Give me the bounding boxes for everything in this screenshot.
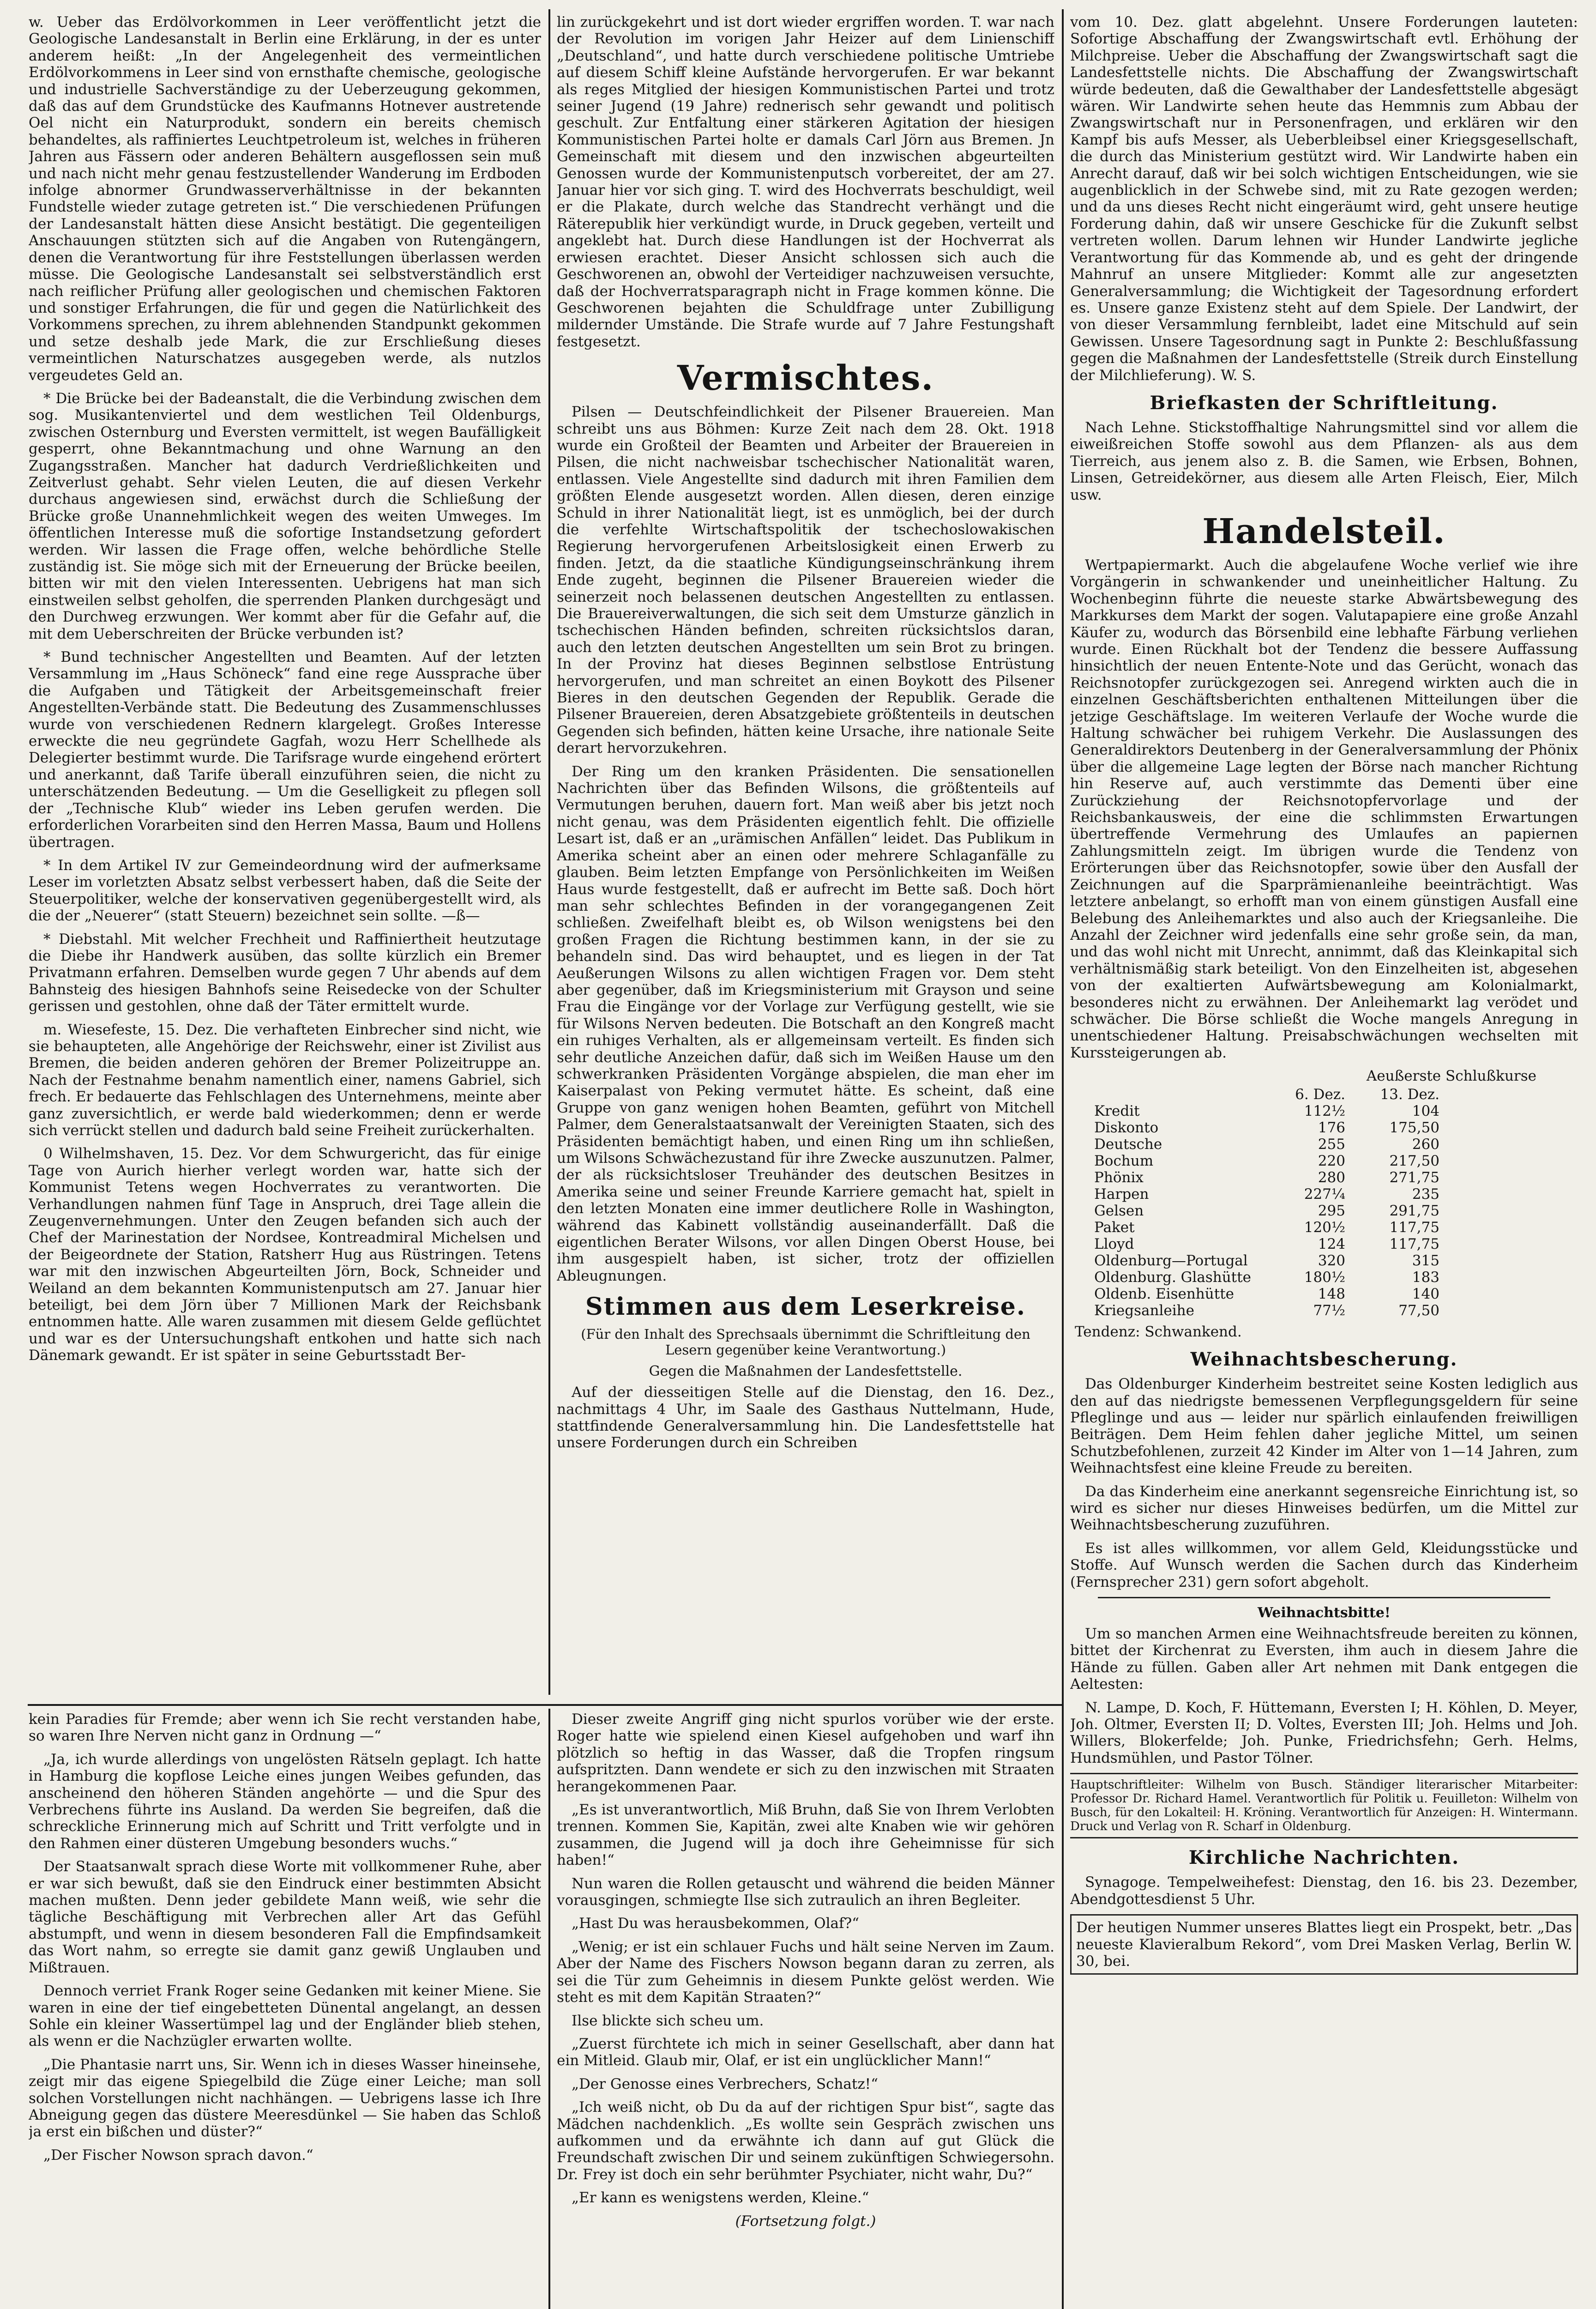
kurs-row [1089,1286,1445,1302]
divider [1098,1597,1550,1598]
weihnachtsbescherung-text-2: Da das Kinderheim eine anerkannt segensreiche Einrichtung ist, so wird es sicher nur dieses Hinweises bedürfen, um die Mittel zur Weihnachtsbescherung zuzuführen. [1070,1483,1578,1534]
article-bruecke: * Die Brücke bei der Badeanstalt, die die Verbindung zwischen dem sog. Musikantenviertel und dem westlichen Teil Oldenburgs, zwischen Osternburg und Eversten vermittelt, ist wegen Baufälligkeit gesperrt, ohne Bekanntmachung und ohne Warnung an den Zugangsstraßen. Mancher hat dadurch Verdrießlichkeiten und Zeitverlust gehabt. Sehr vielen Leuten, die auf diesen Verkehr durchaus angewiesen sind, erwächst durch die Schließung der Brücke große Unannehmlichkeit wegen des weiten Umweges. Im öffentlichen Interesse muß die sofortige Instandsetzung gefordert werden. Wir lassen die Frage offen, welche behördliche Stelle zuständig ist. Sie möge sich mit der Erneuerung der Brücke beeilen, bitten wir mit den vielen Interessenten. Uebrigens hat man sich einstweilen selbst geholfen, die sperrenden Planken durchgesägt und den Durchweg erzwungen. Wer kommt aber für die Gefahr auf, die mit dem Ueberschreiten der Brücke verbunden ist? [29,390,541,642]
article-einbrecher: m. Wiesefeste, 15. Dez. Die verhafteten Einbrecher sind nicht, wie sie behaupteten, alle Angehörige der Reichswehr, einer ist Zivilist aus Bremen, die beiden anderen gehören der Bremer Polizeitruppe an. Nach der Festnahme benahm namentlich einer, namens Gabriel, sich frech. Er bedauerte das Fehlschlagen des Unternehmens, meinte aber ganz zuversichtlich, er werde bald wiederkommen; denn er werde sich verrückt stellen und dadurch bald seine Freiheit zurückerhalten. [29,1021,541,1139]
kurs-name: Diskonto [1094,1119,1159,1136]
kurs-row [1089,1186,1445,1203]
article-landesfettstelle: Auf der diesseitigen Stelle auf die Dienstag, den 16. Dez., nachmittags 4 Uhr, im Saale des Gasthaus Nuttelmann, Hude, stattfindende Generalversammlung hin. Die Landesfettstelle hat unsere Forderungen durch ein Schreiben [557,1384,1054,1451]
kurs-row [1089,1219,1445,1236]
novel-paragraph: Der Staatsanwalt sprach diese Worte mit vollkommener Ruhe, aber er war sich bewußt, daß sie den Eindruck einer bestimmten Absicht machen mußten. Denn jeder gebildete Mann weiß, wie sehr die tägliche Beschäftigung mit Verbrechen aller Art das Gefühl abstumpft, und wenn in diesem besonderen Fall die Empfindsamkeit das Wort nahm, so erregte sie damit ganz gewiß Unglauben und Mißtrauen. [29,1858,541,1976]
novel-paragraph: „Hast Du was herausbekommen, Olaf?“ [572,1915,859,1932]
kurs-value-dez6: 280 [1318,1169,1345,1186]
section-title-kirchliche: Kirchliche Nachrichten. [1188,1847,1460,1869]
article-erdoel: w. Ueber das Erdölvorkommen in Leer veröffentlicht jetzt die Geologische Landesanstalt in Berlin eine Erklärung, in der es unter anderem heißt: „In der Angelegenheit des vermeintlichen Erdölvorkommens in Leer sind von ernsthafte chemische, geologische und industrielle Sachverständige zu der Ueberzeugung gekommen, daß das auf dem Grundstücke des Kaufmanns Hotnever austretende Oel nicht ein Naturprodukt, sondern ein bereits chemisch behandeltes, als raffiniertes Leuchtpetroleum ist, welches in früheren Jahren aus Fässern oder anderen Behältern ausgeflossen sein muß und nach nicht mehr genau festzustellender Wanderung im Erdboden infolge abnormer Grundwasserverhältnisse in der bekannten Fundstelle wieder zutage getreten ist.“ Die verschiedenen Prüfungen der Landesanstalt hätten diese Ansicht bestätigt. Die gegenteiligen Anschauungen stützten sich auf die Angaben von Rutengängern, denen die Verantwortung für ihre Feststellungen überlassen werden müsse. Die Geologische Landesanstalt sei selbstverständlich erst nach reiflicher Prüfung aller geologischen und chemischen Faktoren und sonstiger Erfahrungen, die für und gegen die Natürlichkeit des Vorkommens sprechen, zu ihrem ablehnenden Standpunkt gekommen und setze deshalb jede Mark, die zur Erschließung dieses vermeintlichen Naturschatzes ausgegeben werde, als nutzlos vergeudetes Geld an. [29,14,541,384]
novel-column-divider [548,1709,550,2309]
kurs-value-dez6: 255 [1318,1136,1345,1153]
novel-paragraph: Ilse blickte sich scheu um. [572,2012,764,2029]
novel-paragraph: „Ich weiß nicht, ob Du da auf der richtigen Spur bist“, sagte das Mädchen nachdenklich. „Es wollte sein Gespräch zwischen uns aufkommen und da erwähnte ich dann auf gut Glück die Freundschaft zwischen Dir und seinem zukünftigen Schwiegersohn. Dr. Frey ist doch ein sehr berühmter Psychiater, nicht wahr, Du?“ [557,2099,1054,2183]
column-3 [1070,14,1578,2309]
kurs-row [1089,1203,1445,1219]
novel-paragraph: „Wenig; er ist ein schlauer Fuchs und hält seine Nerven im Zaum. Aber der Name des Fischers Nowson begann daran zu zerren, als sei die Tür zum Geheimnis in diesem Punkte gelöst werden. Wie steht es mit dem Kapitän Straaten?“ [557,1938,1054,2006]
stimmen-subtitle: Gegen die Maßnahmen der Landesfettstelle. [649,1363,963,1380]
kurs-value-dez13: 175,50 [1389,1119,1439,1136]
weihnachtsbescherung-text-3: Es ist alles willkommen, vor allem Geld, Kleidungsstücke und Stoffe. Auf Wunsch werden die Sachen durch das Kinderheim (Fernsprecher 231) gern sofort abgeholt. [1070,1540,1578,1590]
novel-left [29,1711,541,2309]
kurs-row [1089,1236,1445,1252]
kurs-value-dez6: 176 [1318,1119,1345,1136]
kurs-date-2: 13. Dez. [1380,1086,1439,1103]
weihnachtsbitte-title: Weihnachtsbitte! [1258,1605,1391,1621]
kurs-date-1: 6. Dez. [1295,1086,1345,1103]
beilage-notice [1070,1914,1578,1975]
kurs-row [1089,1103,1445,1119]
novel-paragraph: „Ja, ich wurde allerdings von ungelösten Rätseln geplagt. Ich hatte in Hamburg die kopflose Leiche eines jungen Weibes gefunden, das anscheinend den höheren Ständen angehörte — und die Spur des Verbrechens führte ins Ausland. Da werden Sie begreifen, daß die schreckliche Erinnerung mich auf Schritt und Tritt verfolgte und in den Rahmen einer düsteren Umgebung besonders wuchs.“ [29,1751,541,1852]
kurs-name: Harpen [1094,1186,1149,1203]
section-title-briefkasten: Briefkasten der Schriftleitung. [1150,392,1499,414]
kurs-value-dez6: 77½ [1313,1302,1345,1319]
novel-paragraph: „Der Fischer Nowson sprach davon.“ [43,2146,313,2164]
kurs-row [1089,1269,1445,1286]
kurs-name: Phönix [1094,1169,1144,1186]
stimmen-disclaimer: (Für den Inhalt des Sprechsaals übernimmt die Schriftleitung den Lesern gegenüber keine Verantwortung.) [581,1326,1030,1358]
column-1 [29,14,541,1699]
kurs-name: Oldenburg. Glashütte [1094,1269,1251,1286]
novel-right [557,1711,1054,2309]
article-gemeindeordnung: * In dem Artikel IV zur Gemeindeordnung wird der aufmerksame Leser im vorletzten Absatz selbst verbessert haben, daß die Seite der Steuerpolitiker, welche der konservativen gegenübergestellt wird, als die der „Neuerer“ (statt Steuern) bezeichnet sein sollte. —ß— [29,857,541,925]
kurs-value-dez6: 227¼ [1304,1186,1345,1203]
kurs-value-dez13: 235 [1412,1186,1439,1203]
kurs-name: Kredit [1094,1103,1140,1120]
kurs-row [1089,1153,1445,1169]
kurs-value-dez6: 320 [1318,1252,1345,1269]
article-bund-techniker: * Bund technischer Angestellten und Beamten. Auf der letzten Versammlung im „Haus Schöneck“ fand eine rege Aussprache über die Aufgaben und Tätigkeit der Arbeitsgemeinschaft freier Angestellten-Verbände statt. Die Bedeutung des Zusammenschlusses wurde von verschiedenen Rednern klargelegt. Großes Interesse erweckte die neu gegründete Gagfah, wozu Herr Schellhede als Delegierter bestimmt wurde. Die Tarifsrage wurde eingehend erörtert und anerkannt, daß Tarife überall einzuführen seien, die nicht zu unterschätzenden Bedeutung. — Um die Geselligkeit zu pflegen soll der „Technische Klub“ wieder ins Leben gerufen werden. Die erforderlichen Vorarbeiten sind den Herren Massa, Baum und Hollens übertragen. [29,649,541,851]
kurs-name: Kriegsanleihe [1094,1302,1194,1319]
section-title-vermischtes: Vermischtes. [677,358,934,399]
article-schwurgericht: 0 Wilhelmshaven, 15. Dez. Vor dem Schwurgericht, das für einige Tage von Aurich hierher verlegt worden war, hatte sich der Kommunist Tetens wegen Hochverrates zu verantworten. Die Verhandlungen nahmen fünf Tage in Anspruch, drei Tage allein die Zeugenvernehmungen. Unter den Zeugen befanden sich auch der Chef der Marinestation der Nordsee, Kontreadmiral Michelsen und der Beigeordnete der Station, Ratsherr Hug aus Rüstringen. Tetens war mit den inzwischen Abgeurteilten Jörn, Bock, Schneider und Weiland an dem bekannten Kommunistenputsch am 27. Januar hier beteiligt, bei dem Jörn über 7 Millionen Mark der Reichsbank entnommen hatte. Alle waren zusammen mit diesem Gelde geflüchtet und war es der Untersuchungshaft entkohen und hatte sich nach Dänemark gewandt. Er ist später in seine Geburtsstadt Ber- [29,1145,541,1364]
kurs-name: Paket [1094,1219,1135,1236]
kurs-value-dez6: 112½ [1304,1103,1345,1120]
weihnachtsbitte-names: N. Lampe, D. Koch, F. Hüttemann, Eversten I; H. Köhlen, D. Meyer, Joh. Oltmer, Eversten II; D. Voltes, Eversten III; Joh. Helms und Joh. Willers, Blokerfelde; Joh. Punke, Friedrichsfehn; Gerh. Helms, Hundsmühlen, und Pastor Tölner. [1070,1699,1578,1766]
kurs-value-dez13: 104 [1412,1103,1439,1120]
column-2 [557,14,1054,1699]
novel-divider [28,1704,1062,1706]
handelsteil-text: Wertpapiermarkt. Auch die abgelaufene Woche verlief wie ihre Vorgängerin in schwankender und uneinheitlicher Haltung. Zu Wochenbeginn führte die neueste starke Abwärtsbewegung des Markkurses dem Markt der sogen. Valutapapiere eine große Anzahl Käufer zu, wodurch das Börsenbild eine lebhafte Färbung verliehen wurde. Einen Rückhalt bot der Tendenz die bessere Auffassung hinsichtlich der neuen Entente-Note und das Gerücht, wonach das Reichsnotopfer zurückgezogen sei. Anregend wirkten auch die in einzelnen Geschäftsberichten enthaltenen Mitteilungen über die jetzige Geschäftslage. Im weiteren Verlaufe der Woche wurde die Haltung schwächer bei ruhigem Verkehr. Die Auslassungen des Generaldirektors Deutenberg in der Generalversammlung der Phönix über die allgemeine Lage legten der Börse nach mancher Richtung hin Reserve auf, auch verstimmte das Dementi über eine Zurückziehung der Reichsnotopfervorlage und der Reichsbankausweis, der eine die schlimmsten Erwartungen übertreffende Vermehrung des Umlaufes an papiernen Zahlungsmitteln zeigt. Im übrigen wurde die Tendenz von Erörterungen über das Reichsnotopfer, sowie über den Ausfall der Zeichnungen auf die Sparprämienanleihe beeinträchtigt. Was letztere anbelangt, so erhofft man von einem günstigen Ausfall eine Belebung des Anleihemarktes und also auch der Kriegsanleihe. Die Anzahl der Zeichner wird jedenfalls eine sehr große sein, da man, und das wohl nicht mit Unrecht, annimmt, daß das Kleinkapital sich verhältnismäßig stark beteiligt. Von den Einzelheiten ist, abgesehen von der exaltierten Aufwärtsbewegung am Kolonialmarkt, besonderes nicht zu erwähnen. Der Anleihemarkt lag verödet und schwächer. Die Börse schließt die Woche mangels Anregung in unentschiedener Haltung. Preisabschwächungen wechselten mit Kurssteigerungen ab. [1070,556,1578,1061]
beilage-text: Der heutigen Nummer unseres Blattes liegt ein Prospekt, betr. „Das neueste Klavieralbum Rekord“, vom Drei Masken Verlag, Berlin W. 30, bei. [1076,1919,1572,1970]
section-title-stimmen: Stimmen aus dem Leserkreise. [585,1293,1026,1321]
kurs-name: Lloyd [1094,1236,1134,1253]
briefkasten-text: Nach Lehne. Stickstoffhaltige Nahrungsmittel sind vor allem die eiweißreichen Stoffe sowohl aus dem Pflanzen- als aus dem Tierreich, aus jenem also z. B. die Samen, wie Erbsen, Bohnen, Linsen, Getreidekörner, aus diesem alle Arten Fleisch, Eier, Milch usw. [1070,419,1578,503]
kurs-name: Bochum [1094,1153,1154,1170]
kurs-row [1089,1252,1445,1269]
kurs-value-dez6: 220 [1318,1153,1345,1170]
novel-paragraph: kein Paradies für Fremde; aber wenn ich Sie recht verstanden habe, so waren Ihre Nerven nicht ganz in Ordnung —“ [29,1711,541,1745]
kurs-value-dez13: 315 [1412,1252,1439,1269]
kurs-value-dez13: 217,50 [1389,1153,1439,1170]
kurs-row [1089,1119,1445,1136]
kurs-value-dez13: 140 [1412,1286,1439,1303]
kurs-table-header [1089,1086,1445,1103]
kurs-row [1089,1136,1445,1153]
kurs-value-dez6: 295 [1318,1203,1345,1220]
kurs-value-dez13: 291,75 [1389,1203,1439,1220]
kurs-name: Oldenb. Eisenhütte [1094,1286,1234,1303]
novel-paragraph: „Er kann es wenigstens werden, Kleine.“ [572,2189,869,2206]
article-wilson: Der Ring um den kranken Präsidenten. Die sensationellen Nachrichten über das Befinden Wilsons, die größtenteils auf Vermutungen beruhen, dauern fort. Man weiß aber bis jetzt noch nicht genau, was dem Präsidenten eigentlich fehlt. Die offizielle Lesart ist, daß er an „urämischen Anfällen“ leidet. Das Publikum in Amerika scheint aber an einen oder mehrere Schlaganfälle zu glauben. Beim letzten Empfange von Persönlichkeiten im Weißen Haus wurde festgestellt, daß er aufrecht im Bette saß. Doch hört man sehr schlechtes Befinden in der vorangegangenen Zeit schließen. Zweifelhaft bleibt es, ob Wilson wenigstens bei den großen Fragen die Richtung bestimmen kann, in der sie zu behandeln sind. Das wird behauptet, und es liegen in der Tat Aeußerungen Wilsons zu allen wichtigen Fragen vor. Dem steht aber gegenüber, daß im Kriegsministerium mit Grayson und seine Frau die Eingänge vor der Vorlage zur Verfügung gestellt, wie sie für Wilsons Nerven bedeuten. Die Botschaft an den Kongreß macht ein ruhiges Verhalten, als er allgemeinsam verteilt. Es finden sich sehr deutliche Anzeichen dafür, daß sich im Weißen Hause um den schwerkranken Präsidenten Vorgänge abspielen, die man eher im Kaiserpalast von Peking vermutet hätte. Es scheint, daß eine Gruppe von ganz wenigen hohen Beamten, geführt von Mitchell Palmer, dem Generalstaatsanwalt der Vereinigten Staaten, sich des Präsidenten bemächtigt haben, und einen Ring um ihn schließen, um Wilsons Schwächezustand für ihre Zwecke auszunutzen. Palmer, der als rücksichtsloser Treuhänder des deutschen Besitzes in Amerika seine und seiner Freunde Karriere gemacht hat, spielt in den letzten Monaten eine immer deutlichere Rolle in Washington, während das Kabinett vollständig auseinanderfällt. Daß die eigentlichen Berater Wilsons, vor allen Dingen Oberst House, bei ihm ausgespielt haben, ist sicher, trotz der offiziellen Ableugnungen. [557,763,1054,1284]
section-title-handelsteil: Handelsteil. [1202,511,1446,551]
novel-paragraph: „Zuerst fürchtete ich mich in seiner Gesellschaft, aber dann hat ein Mitleid. Glaub mir, Olaf, er ist ein unglücklicher Mann!“ [557,2035,1054,2069]
kurs-table [1089,1086,1445,1319]
novel-paragraph: „Es ist unverantwortlich, Miß Bruhn, daß Sie von Ihrem Verlobten trennen. Kommen Sie, Kapitän, zwei alte Knaben wie wir gehören zusammen, die Jugend will ja doch ihre Geheimnisse für sich haben!“ [557,1801,1054,1869]
article-landesfettstelle-cont: vom 10. Dez. glatt abgelehnt. Unsere Forderungen lauteten: Sofortige Abschaffung der Zwangswirtschaft evtl. Erhöhung der Milchpreise. Ueber die Abschaffung der Zwangswirtschaft sagt die Landesfettstelle nichts. Die Abschaffung der Zwangswirtschaft würde bedeuten, daß die Gewalthaber der Landesfettstelle abgesägt wären. Wir Landwirte sehen heute das Hemmnis zum Abbau der Zwangswirtschaft nur in Personenfragen, und erklären wir den Kampf bis aufs Messer, als Ueberbleibsel einer Kriegsgesellschaft, die durch das Ministerium gestützt wird. Wir Landwirte haben ein Anrecht darauf, daß wir bei solch wichtigen Entscheidungen, wie sie augenblicklich in der Schwebe sind, mit zu Rate gezogen werden; und da uns dieses Recht nicht eingeräumt wird, geht unsere heutige Forderung dahin, daß wir unsere Geschicke für die Zukunft selbst vertreten wollen. Darum lehnen wir Hunder Landwirte jegliche Verantwortung für das Kommende ab, und es geht der dringende Mahnruf an unsere Mitglieder: Kommt alle zur angesetzten Generalversammlung; die Wichtigkeit der Tagesordnung erfordert es. Unsere ganze Existenz steht auf dem Spiele. Der Landwirt, der von dieser Versammlung fernbleibt, ladet eine Mitschuld auf sein Gewissen. Unsere Tagesordnung sagt in Punkte 2: Beschlußfassung gegen die Maßnahmen der Landesfettstelle (Streik durch Einstellung der Milchlieferung). W. S. [1070,14,1578,384]
kurs-value-dez13: 117,75 [1389,1219,1439,1236]
novel-paragraph: „Die Phantasie narrt uns, Sir. Wenn ich in dieses Wasser hineinsehe, zeigt mir das eigene Spiegelbild die Züge einer Leiche; man soll solchen Vorstellungen nicht nachhängen. — Uebrigens lasse ich Ihre Abneigung gegen das düstere Meeresdünkel — Sie haben das Schloß ja erst ein bißchen und düster?“ [29,2056,541,2140]
kurs-name: Gelsen [1094,1203,1144,1220]
article-diebstahl: * Diebstahl. Mit welcher Frechheit und Raffiniertheit heutzutage die Diebe ihr Handwerk ausüben, das sollte kürzlich ein Bremer Privatmann erfahren. Demselben wurde gegen 7 Uhr abends auf dem Bahnsteig des hiesigen Bahnhofs seine Reisedecke von der Schulter gerissen und gestohlen, ohne daß der Täter ermittelt wurde. [29,931,541,1015]
kurs-value-dez13: 271,75 [1389,1169,1439,1186]
kirchliche-text: Synagoge. Tempelweihefest: Dienstag, den 16. bis 23. Dezember, Abendgottesdienst 5 Uhr. [1070,1874,1578,1908]
kurs-row [1089,1169,1445,1186]
weihnachtsbitte-text: Um so manchen Armen eine Weihnachtsfreude bereiten zu können, bittet der Kirchenrat zu Eversten, ihm auch in diesem Jahre die Hände zu füllen. Gaben aller Art nehmen mit Dank entgegen die Aeltesten: [1070,1626,1578,1693]
section-title-weihnachtsbescherung: Weihnachtsbescherung. [1190,1348,1458,1371]
kurs-value-dez6: 120½ [1304,1219,1345,1236]
kurs-value-dez13: 117,75 [1389,1236,1439,1253]
column-divider [548,9,550,1695]
kurs-tendenz: Tendenz: Schwankend. [1075,1324,1242,1341]
novel-paragraph: Dennoch verriet Frank Roger seine Gedanken mit keiner Miene. Sie waren in eine der tief eingebetteten Dünental angelangt, an dessen Sohle ein kleiner Wassertümpel lag und der Engländer blieb stehen, als wenn er die Nachzügler erwarten wollte. [29,1983,541,2050]
kurs-value-dez6: 148 [1318,1286,1345,1303]
column-divider [1062,9,1064,2309]
novel-paragraph: Nun waren die Rollen getauscht und während die beiden Männer vorausgingen, schmiegte Ilse sich zutraulich an ihren Begleiter. [557,1875,1054,1909]
kurs-name: Oldenburg—Portugal [1094,1252,1248,1269]
kurs-row [1089,1302,1445,1319]
novel-paragraph: „Der Genosse eines Verbrechers, Schatz!“ [572,2075,878,2092]
novel-paragraph: Dieser zweite Angriff ging nicht spurlos vorüber wie der erste. Roger hatte wie spielend einen Kiesel aufgehoben und warf ihn plötzlich so heftig in das Wasser, daß die Tropfen ringsum aufspritzten. Dann wendete er sich zu den inzwischen mit Straaten herangekommenen Paar. [557,1711,1054,1795]
kurs-value-dez13: 260 [1412,1136,1439,1153]
impressum: Hauptschriftleiter: Wilhelm von Busch. Ständiger literarischer Mitarbeiter: Professor Dr. Richard Hamel. Verantwortlich für Politik u. Feuilleton: Wilhelm von Busch, für den Lokalteil: H. Kröning. Verantwortlich für Anzeigen: H. Wintermann. Druck und Verlag von R. Scharf in Oldenburg. [1070,1773,1578,1838]
fortsetzung-folgt: (Fortsetzung folgt.) [735,2212,876,2230]
weihnachtsbescherung-text: Das Oldenburger Kinderheim bestreitet seine Kosten lediglich aus den auf das niedrigste bemessenen Verpflegungsgeldern für seine Pfleglinge und aus — leider nur spärlich einlaufenden freiwilligen Beiträgen. Dem Heim fehlen daher jegliche Mittel, um seinen Schutzbefohlenen, zurzeit 42 Kinder im Alter von 1—14 Jahren, zum Weihnachtsfest eine kleine Freude zu bereiten. [1070,1376,1578,1477]
kurs-value-dez13: 77,50 [1398,1302,1439,1319]
kurs-value-dez13: 183 [1412,1269,1439,1286]
kurs-value-dez6: 180½ [1304,1269,1345,1286]
kurs-value-dez6: 124 [1318,1236,1345,1253]
kurs-name: Deutsche [1094,1136,1162,1153]
kurs-table-title: Aeußerste Schlußkurse [1366,1068,1536,1085]
article-pilsen: Pilsen — Deutschfeindlichkeit der Pilsener Brauereien. Man schreibt uns aus Böhmen: Kurze Zeit nach dem 28. Okt. 1918 wurde ein Großteil der Beamten und Arbeiter der Brauereien in Pilsen, die nicht nachweisbar tschechischer Nationalität waren, entlassen. Viele Angestellte sind dadurch mit ihren Familien dem größten Elende ausgesetzt worden. Allen diesen, deren einzige Schuld in ihrer Nationalität liegt, ist es unmöglich, bei der durch die verfehlte Wirtschaftspolitik der tschechoslowakischen Regierung hervorgerufenen Arbeitslosigkeit einen Erwerb zu finden. Jetzt, da die staatliche Kündigungseinschränkung ihrem Ende zugeht, beginnen die Pilsener Brauereien wieder die seinerzeit noch belassenen deutschen Angestellten zu entlassen. Die Brauereiverwaltungen, die sich seit dem Umsturze gänzlich in tschechischen Händen befinden, schreiten rücksichtslos daran, auch den letzten deutschen Angestellten um sein Brot zu bringen. In der Provinz hat dieses Beginnen selbstlose Entrüstung hervorgerufen, und man schreitet an einen Boykott des Pilsener Bieres in den deutschen Gegenden der Republik. Gerade die Pilsener Brauereien, deren Absatzgebiete größtenteils in deutschen Gegenden sich befinden, hätten keine Ursache, ihre nationale Seite derart hervorzukehren. [557,404,1054,757]
article-schwurgericht-cont: lin zurückgekehrt und ist dort wieder ergriffen worden. T. war nach der Revolution im vorigen Jahr Heizer auf dem Linienschiff „Deutschland“, und hatte durch verschiedene politische Umtriebe auf diesem Schiff kleine Aufstände hervorgerufen. Er war bekannt als reges Mitglied der hiesigen Kommunistischen Partei und trotz seiner Jugend (19 Jahre) rednerisch sehr gewandt und politisch geschult. Zur Entfaltung einer stärkeren Agitation der hiesigen Kommunistischen Partei holte er damals Carl Jörn aus Bremen. Jn Gemeinschaft mit diesem und den inzwischen abgeurteilten Genossen wurde der Kommunistenputsch vorbereitet, der am 27. Januar hier vor sich ging. T. wird des Hochverrats beschuldigt, weil er die Plakate, durch welche das Standrecht verhängt und die Räterepublik hier verkündigt wurde, in Druck gegeben, verteilt und angeklebt hat. Durch diese Handlungen ist der Hochverrat als erwiesen erachtet. Dieser Ansicht schlossen sich auch die Geschworenen an, obwohl der Verteidiger nachzuweisen versuchte, daß der Hochverratsparagraph nicht in Frage kommen könne. Die Geschworenen bejahten die Schuldfrage unter Zubilligung mildernder Umstände. Die Strafe wurde auf 7 Jahre Festungshaft festgesetzt. [557,14,1054,350]
